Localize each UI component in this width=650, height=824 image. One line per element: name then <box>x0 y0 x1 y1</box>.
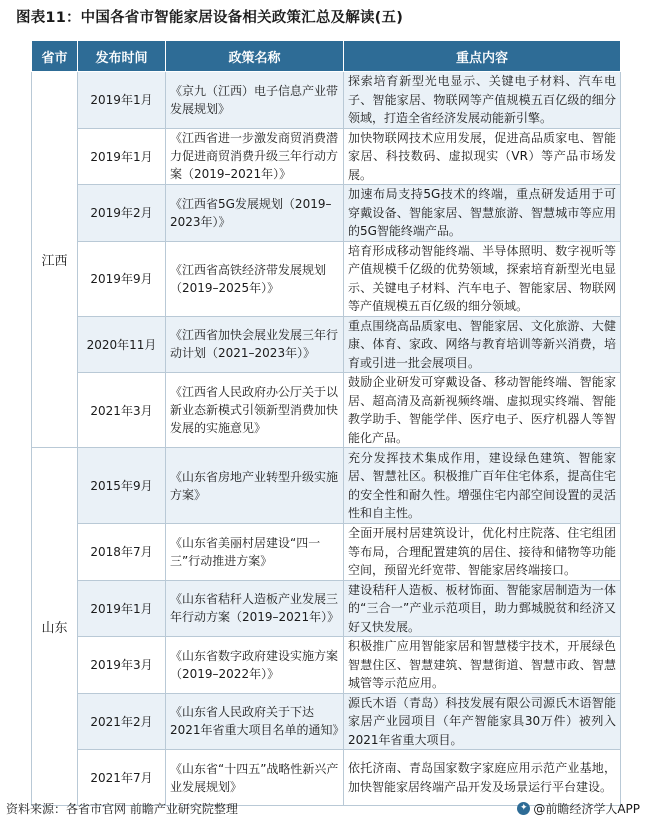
province-cell-jiangxi: 江西 <box>32 72 78 448</box>
row-policy-name: 《山东省房地产业转型升级实施方案》 <box>166 448 344 524</box>
table-row <box>32 241 621 316</box>
row-policy-name: 《山东省“十四五”战略性新兴产业发展规划》 <box>166 750 344 806</box>
table-row <box>32 750 621 806</box>
row-policy-name: 《京九（江西）电子信息产业带发展规划》 <box>166 72 344 129</box>
row-content: 加快物联网技术应用发展，促进高品质家电、智能家居、科技数码、虚拟现实（VR）等产品市场发展。 <box>344 128 621 185</box>
row-policy-name: 《江西省加快会展业发展三年行动计划（2021–2023年）》 <box>166 316 344 373</box>
row-content: 积极推广应用智能家居和智慧楼宇技术，开展绿色智慧住区、智慧建筑、智慧街道、智慧市政、智慧城管等示范应用。 <box>344 637 621 694</box>
table-row <box>32 185 621 242</box>
province-cell-shandong: 山东 <box>32 448 78 806</box>
row-content: 建设秸秆人造板、板材饰面、智能家居制造为一体的“三合一”产业示范项目，助力鄄城脱贫和经济又好又快发展。 <box>344 580 621 637</box>
row-time: 2021年3月 <box>78 373 166 448</box>
table-row <box>32 373 621 448</box>
header-key-content: 重点内容 <box>344 41 621 72</box>
table-row <box>32 637 621 694</box>
brand-logo-icon: ✦ <box>517 802 530 815</box>
table-row <box>32 72 621 129</box>
row-time: 2019年1月 <box>78 580 166 637</box>
row-time: 2020年11月 <box>78 316 166 373</box>
source-note: 资料来源：各省市官网 前瞻产业研究院整理 <box>6 802 238 816</box>
row-time: 2021年7月 <box>78 750 166 806</box>
header-policy-name: 政策名称 <box>166 41 344 72</box>
table-row <box>32 448 621 524</box>
row-time: 2019年1月 <box>78 128 166 185</box>
header-province: 省市 <box>32 41 78 72</box>
row-content: 重点围绕高品质家电、智能家居、文化旅游、大健康、体育、家政、网络与教育培训等新兴消费，培育或引进一批会展项目。 <box>344 316 621 373</box>
brand-credit-text: @前瞻经济学人APP <box>533 802 640 816</box>
row-content: 鼓励企业研发可穿戴设备、移动智能终端、智能家居、超高清及高新视频终端、虚拟现实终端、智能教学助手、智能学伴、医疗电子、医疗机器人等智能化产品。 <box>344 373 621 448</box>
row-content: 依托济南、青岛国家数字家庭应用示范产业基地，加快智能家居终端产品开发及场景运行平台建设。 <box>344 750 621 806</box>
row-time: 2019年3月 <box>78 637 166 694</box>
table-row <box>32 580 621 637</box>
row-policy-name: 《山东省人民政府关于下达2021年省重大项目名单的通知》 <box>166 693 344 750</box>
row-policy-name: 《江西省进一步激发商贸消费潜力促进商贸消费升级三年行动方案（2019–2021年）》 <box>166 128 344 185</box>
table-row <box>32 128 621 185</box>
row-policy-name: 《山东省数字政府建设实施方案（2019–2022年）》 <box>166 637 344 694</box>
row-time: 2019年1月 <box>78 72 166 129</box>
table-header-row <box>32 41 621 72</box>
row-policy-name: 《江西省高铁经济带发展规划（2019–2025年）》 <box>166 241 344 316</box>
row-content: 全面开展村居建筑设计，优化村庄院落、住宅组团等布局，合理配置建筑的居住、接待和储物等功能空间，预留光纤宽带、智能家居终端接口。 <box>344 524 621 581</box>
row-time: 2019年2月 <box>78 185 166 242</box>
table-row <box>32 693 621 750</box>
table-row <box>32 316 621 373</box>
header-time: 发布时间 <box>78 41 166 72</box>
row-policy-name: 《江西省5G发展规划（2019–2023年）》 <box>166 185 344 242</box>
row-policy-name: 《江西省人民政府办公厅关于以新业态新模式引领新型消费加快发展的实施意见》 <box>166 373 344 448</box>
row-content: 培育形成移动智能终端、半导体照明、数字视听等产值规模千亿级的优势领域，探索培育新型光电显示、关键电子材料、汽车电子、智能家居、物联网等产值规模五百亿级的细分领域。 <box>344 241 621 316</box>
row-policy-name: 《山东省秸秆人造板产业发展三年行动方案（2019–2021年）》 <box>166 580 344 637</box>
brand-credit <box>517 800 640 817</box>
policy-table <box>31 40 621 806</box>
row-content: 充分发挥技术集成作用，建设绿色建筑、智能家居、智慧社区。积极推广百年住宅体系，提高住宅的安全性和耐久性。增强住宅内部空间设置的灵活性和自主性。 <box>344 448 621 524</box>
row-time: 2021年2月 <box>78 693 166 750</box>
row-content: 源氏木语（青岛）科技发展有限公司源氏木语智能家居产业园项目（年产智能家具30万件）被列入2021年省重大项目。 <box>344 693 621 750</box>
row-policy-name: 《山东省美丽村居建设“四一三”行动推进方案》 <box>166 524 344 581</box>
row-content: 探索培育新型光电显示、关键电子材料、汽车电子、智能家居、物联网等产值规模五百亿级的细分领域，打造全省经济发展动能新引擎。 <box>344 72 621 129</box>
table-row <box>32 524 621 581</box>
row-time: 2015年9月 <box>78 448 166 524</box>
row-content: 加速布局支持5G技术的终端，重点研发适用于可穿戴设备、智能家居、智慧旅游、智慧城市等应用的5G智能终端产品。 <box>344 185 621 242</box>
row-time: 2018年7月 <box>78 524 166 581</box>
row-time: 2019年9月 <box>78 241 166 316</box>
figure-title: 图表11：中国各省市智能家居设备相关政策汇总及解读(五) <box>16 10 404 26</box>
